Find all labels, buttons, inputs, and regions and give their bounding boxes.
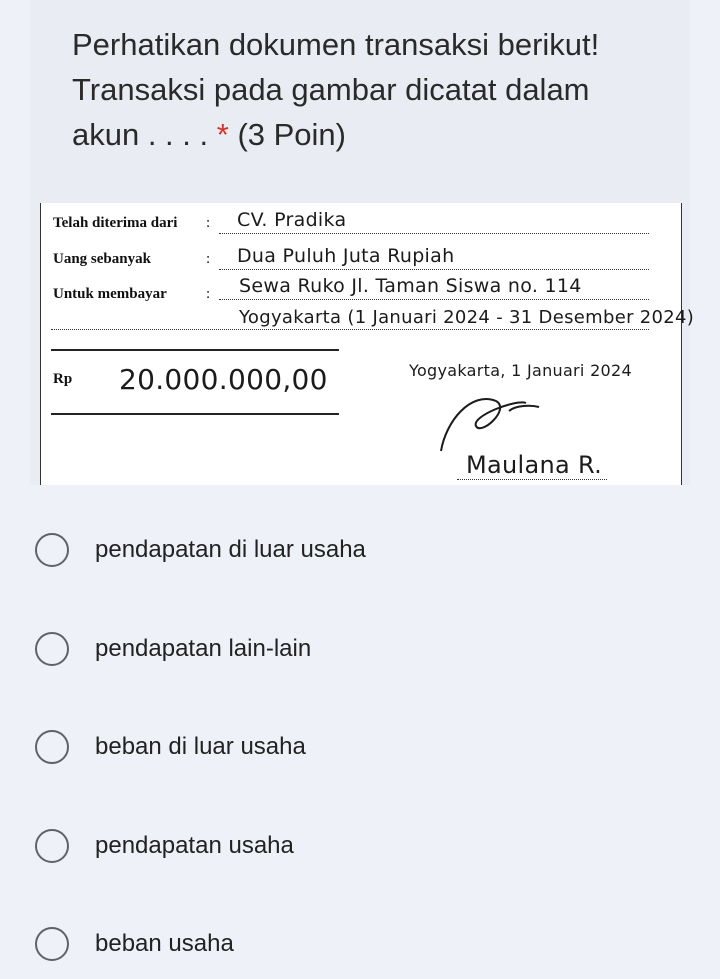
payment-for-line-2: Yogyakarta (1 Januari 2024 - 31 Desember 2024)	[239, 307, 695, 328]
question-text	[72, 22, 672, 157]
required-mark: *	[216, 117, 229, 152]
colon: :	[206, 251, 211, 267]
question-line-3	[72, 112, 672, 157]
option-label: pendapatan lain-lain	[95, 635, 312, 662]
payment-for-line-1: Sewa Ruko Jl. Taman Siswa no. 114	[239, 275, 582, 297]
dotted-line	[219, 269, 649, 270]
option-pendapatan-lain-lain[interactable]	[35, 629, 675, 669]
signer-name: Maulana R.	[466, 451, 602, 479]
payment-for-label: Untuk membayar	[53, 286, 167, 302]
question-line-3-text: akun . . . .	[72, 117, 209, 152]
amount-top-rule	[51, 349, 339, 351]
question-line-2: Transaksi pada gambar dicatat dalam	[72, 72, 590, 107]
option-label: pendapatan usaha	[95, 832, 294, 859]
amount-bottom-rule	[51, 413, 339, 415]
received-from-value: CV. Pradika	[237, 209, 347, 231]
question-points: (3 Poin)	[237, 117, 346, 152]
radio-button[interactable]	[35, 730, 69, 764]
option-beban-di-luar-usaha[interactable]	[35, 727, 675, 767]
colon: :	[206, 286, 211, 302]
amount-value: 20.000.000,00	[119, 363, 328, 396]
option-beban-usaha[interactable]	[35, 924, 675, 964]
option-label: beban usaha	[95, 930, 234, 957]
dotted-line	[219, 233, 649, 234]
colon: :	[206, 215, 211, 231]
amount-words-value: Dua Puluh Juta Rupiah	[237, 245, 455, 267]
radio-button[interactable]	[35, 927, 69, 961]
signature-mark	[421, 381, 561, 461]
radio-button[interactable]	[35, 829, 69, 863]
currency-label: Rp	[53, 371, 73, 387]
dotted-line	[219, 299, 649, 300]
receipt-image	[40, 203, 695, 485]
amount-words-label: Uang sebanyak	[53, 251, 151, 267]
option-label: beban di luar usaha	[95, 733, 306, 760]
option-pendapatan-di-luar-usaha[interactable]	[35, 530, 675, 570]
dotted-line	[51, 329, 649, 330]
option-label: pendapatan di luar usaha	[95, 536, 366, 563]
question-line-1: Perhatikan dokumen transaksi berikut!	[72, 27, 600, 62]
signature-dotted-line	[457, 479, 607, 480]
radio-button[interactable]	[35, 632, 69, 666]
option-pendapatan-usaha[interactable]	[35, 826, 675, 866]
received-from-label: Telah diterima dari	[53, 215, 178, 231]
radio-button[interactable]	[35, 533, 69, 567]
place-date: Yogyakarta, 1 Januari 2024	[409, 361, 632, 380]
